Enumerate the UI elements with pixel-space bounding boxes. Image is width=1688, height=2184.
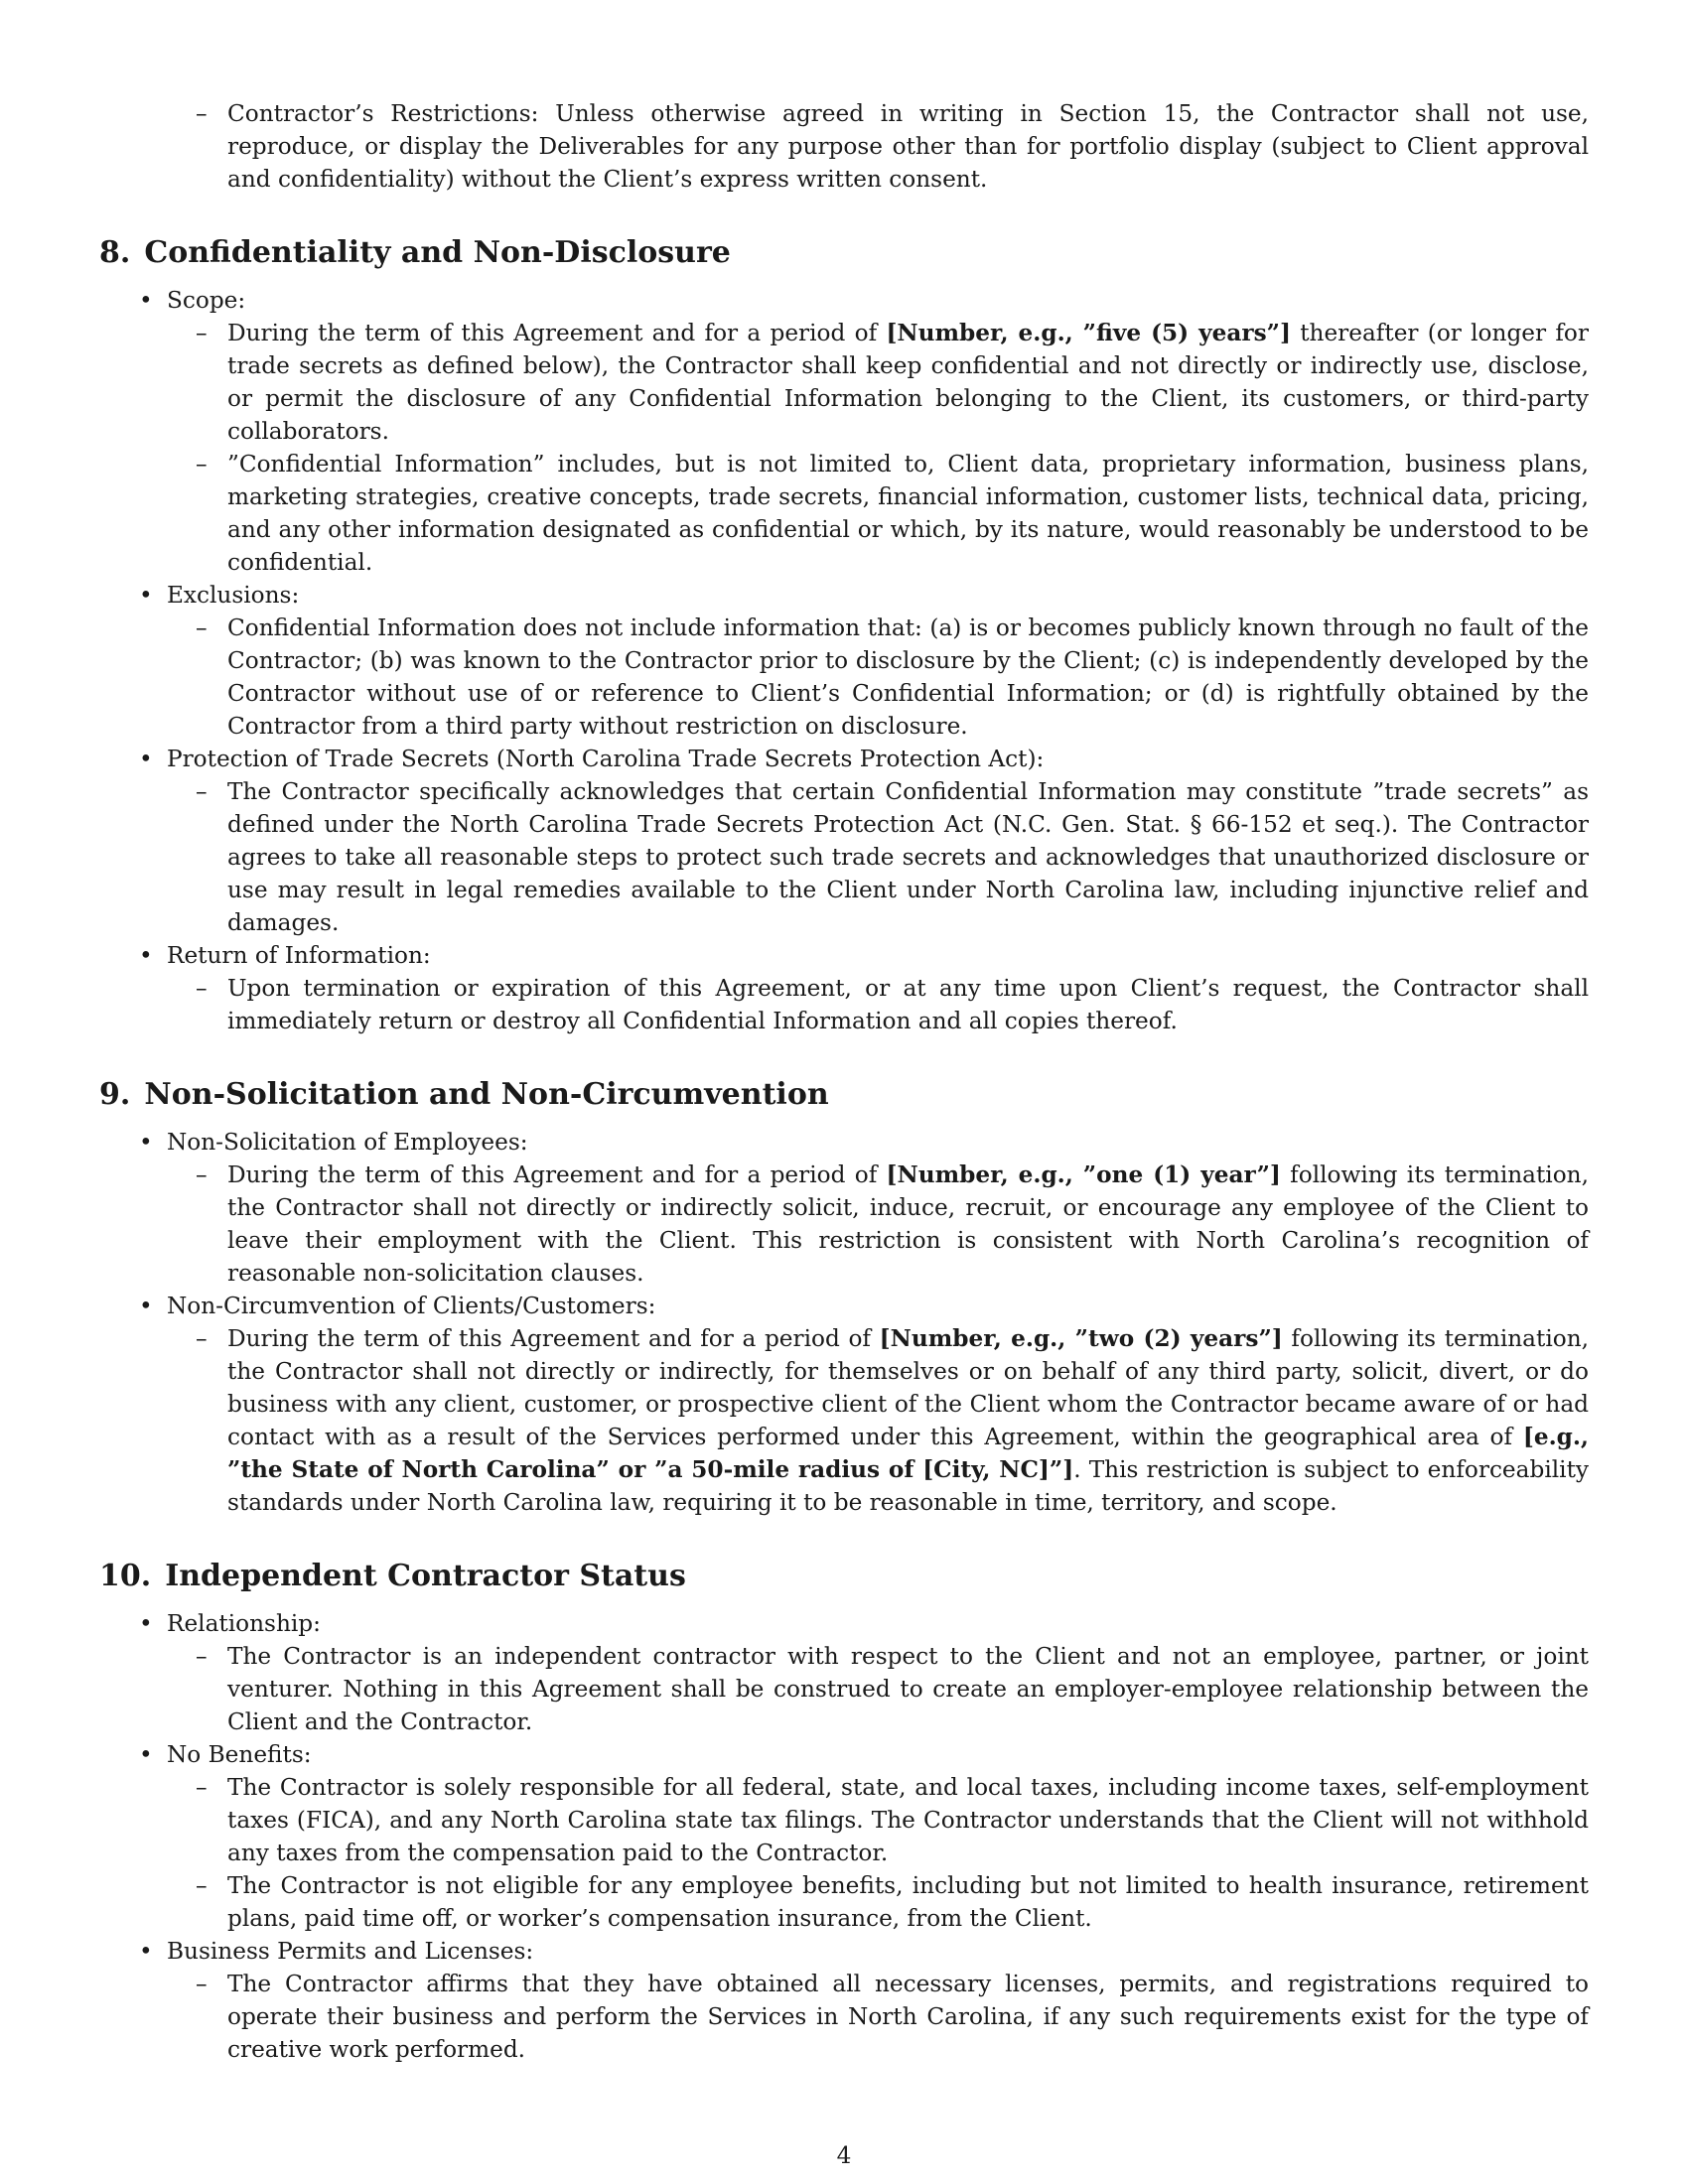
relationship-label: Relationship: <box>167 1610 321 1637</box>
list-item: – The Contractor affirms that they have obtained all necessary licenses, permits, and registrations required to operate their business and perform the Services in North Carolina, if any such requirements exist for the type of creative work performed. <box>99 1968 1589 2066</box>
bullet-marker: • <box>139 1129 153 1156</box>
dash-marker: – <box>196 451 208 478</box>
employees-label: Non-Solicitation of Employees: <box>167 1129 528 1156</box>
dash-marker: – <box>196 320 208 346</box>
dash-marker: – <box>196 1643 208 1670</box>
bullet-item <box>99 579 1589 612</box>
page-number: 4 <box>836 2142 852 2169</box>
list-item: – Upon termination or expiration of this Agreement, or at any time upon Client’s request, the Contractor shall immediately return or destroy all Confidential Information and all copies thereof. <box>99 972 1589 1037</box>
bullet-marker: • <box>139 746 153 772</box>
exclusions-label: Exclusions: <box>167 582 300 609</box>
document-page <box>99 97 1589 2066</box>
dash-marker: – <box>196 1325 208 1352</box>
bullet-item <box>99 284 1589 317</box>
list-item: – During the term of this Agreement and for a period of [Number, e.g., ”two (2) years”] following its termination, the Contractor shall not directly or indirectly, for themselves or on behalf of any third party, solicit, divert, or do business with any client, customer, or prospective client of the Client whom the Contractor became aware of or had contact with as a result of the Services performed under this Agreement, within the geographical area of [e.g., ”the State of North Carolina” or ”a 50-mile radius of [City, NC]”]. This restriction is subject to enforceability standards under North Carolina law, requiring it to be reasonable in time, territory, and scope. <box>99 1322 1589 1519</box>
dash-marker: – <box>196 778 208 805</box>
bullet-item <box>99 1935 1589 1968</box>
placeholder-term: [Number, e.g., ”one (1) year”] <box>886 1161 1281 1188</box>
placeholder-term: [Number, e.g., ”five (5) years”] <box>886 320 1291 346</box>
dash-marker: – <box>196 1774 208 1801</box>
bullet-marker: • <box>139 1293 153 1319</box>
bullet-item <box>99 939 1589 972</box>
list-item: – During the term of this Agreement and for a period of [Number, e.g., ”one (1) year”] following its termination, the Contractor shall not directly or indirectly solicit, induce, recruit, or encourage any employee of the Client to leave their employment with the Client. This restriction is consistent with North Carolina’s recognition of reasonable non-solicitation clauses. <box>99 1159 1589 1290</box>
dash-marker: – <box>196 100 208 127</box>
scope-label: Scope: <box>167 287 246 314</box>
bullet-marker: • <box>139 582 153 609</box>
circumvention-label: Non-Circumvention of Clients/Customers: <box>167 1293 656 1319</box>
dash-marker: – <box>196 1161 208 1188</box>
bullet-marker: • <box>139 942 153 969</box>
section-9-heading: 9. Non-Solicitation and Non-Circumvention <box>99 1077 829 1112</box>
bullet-marker: • <box>139 287 153 314</box>
list-item: – The Contractor is solely responsible for all federal, state, and local taxes, including income taxes, self-employment taxes (FICA), and any North Carolina state tax filings. The Contractor understands that the Client will not withhold any taxes from the compensation paid to the Contractor. <box>99 1771 1589 1869</box>
section-10-heading: 10. Independent Contractor Status <box>99 1559 686 1593</box>
list-item: – Confidential Information does not include information that: (a) is or becomes publicly known through no fault of the Contractor; (b) was known to the Contractor prior to disclosure by the Client; (c) is independently developed by the Contractor without use of or reference to Client’s Confidential Information; or (d) is rightfully obtained by the Contractor from a third party without restriction on disclosure. <box>99 612 1589 743</box>
list-item: – The Contractor specifically acknowledges that certain Confidential Information may constitute ”trade secrets” as defined under the North Carolina Trade Secrets Protection Act (N.C. Gen. Stat. § 66-152 et seq.). The Contractor agrees to take all reasonable steps to protect such trade secrets and acknowledges that unauthorized disclosure or use may result in legal remedies available to the Client under North Carolina law, including injunctive relief and damages. <box>99 775 1589 939</box>
return-label: Return of Information: <box>167 942 431 969</box>
trade-secrets-label: Protection of Trade Secrets (North Carolina Trade Secrets Protection Act): <box>167 746 1045 772</box>
bullet-marker: • <box>139 1741 153 1768</box>
bullet-item <box>99 1290 1589 1322</box>
dash-marker: – <box>196 1971 208 1997</box>
contractor-restrictions-text: Contractor’s Restrictions: Unless otherwise agreed in writing in Section 15, the Contractor shall not use, reproduce, or display the Deliverables for any purpose other than for portfolio display (subject to Client approval and confidentiality) without the Client’s express written consent. <box>227 100 1589 193</box>
bullet-item <box>99 1738 1589 1771</box>
bullet-marker: • <box>139 1938 153 1965</box>
list-item: – The Contractor is not eligible for any employee benefits, including but not limited to health insurance, retirement plans, paid time off, or worker’s compensation insurance, from the Client. <box>99 1869 1589 1935</box>
dash-marker: – <box>196 1872 208 1899</box>
placeholder-area: [e.g., ”the State of North Carolina” or ”a 50-mile radius of [City, NC]”] <box>227 1424 1589 1483</box>
bullet-item <box>99 1126 1589 1159</box>
bullet-marker: • <box>139 1610 153 1637</box>
dash-marker: – <box>196 975 208 1002</box>
list-item: – The Contractor is an independent contractor with respect to the Client and not an employee, partner, or joint venturer. Nothing in this Agreement shall be construed to create an employer-employee relationship between the Client and the Contractor. <box>99 1640 1589 1738</box>
list-item: – During the term of this Agreement and for a period of [Number, e.g., ”five (5) years”] thereafter (or longer for trade secrets as defined below), the Contractor shall keep confidential and not directly or indirectly use, disclose, or permit the disclosure of any Confidential Information belonging to the Client, its customers, or third-party collaborators. <box>99 317 1589 448</box>
list-item <box>99 97 1589 196</box>
licenses-label: Business Permits and Licenses: <box>167 1938 534 1965</box>
dash-marker: – <box>196 614 208 641</box>
no-benefits-label: No Benefits: <box>167 1741 312 1768</box>
bullet-item <box>99 743 1589 775</box>
placeholder-term: [Number, e.g., ”two (2) years”] <box>879 1325 1283 1352</box>
section-8-heading: 8. Confidentiality and Non-Disclosure <box>99 235 731 270</box>
list-item: – ”Confidential Information” includes, but is not limited to, Client data, proprietary information, business plans, marketing strategies, creative concepts, trade secrets, financial information, customer lists, technical data, pricing, and any other information designated as confidential or which, by its nature, would reasonably be understood to be confidential. <box>99 448 1589 579</box>
bullet-item <box>99 1607 1589 1640</box>
